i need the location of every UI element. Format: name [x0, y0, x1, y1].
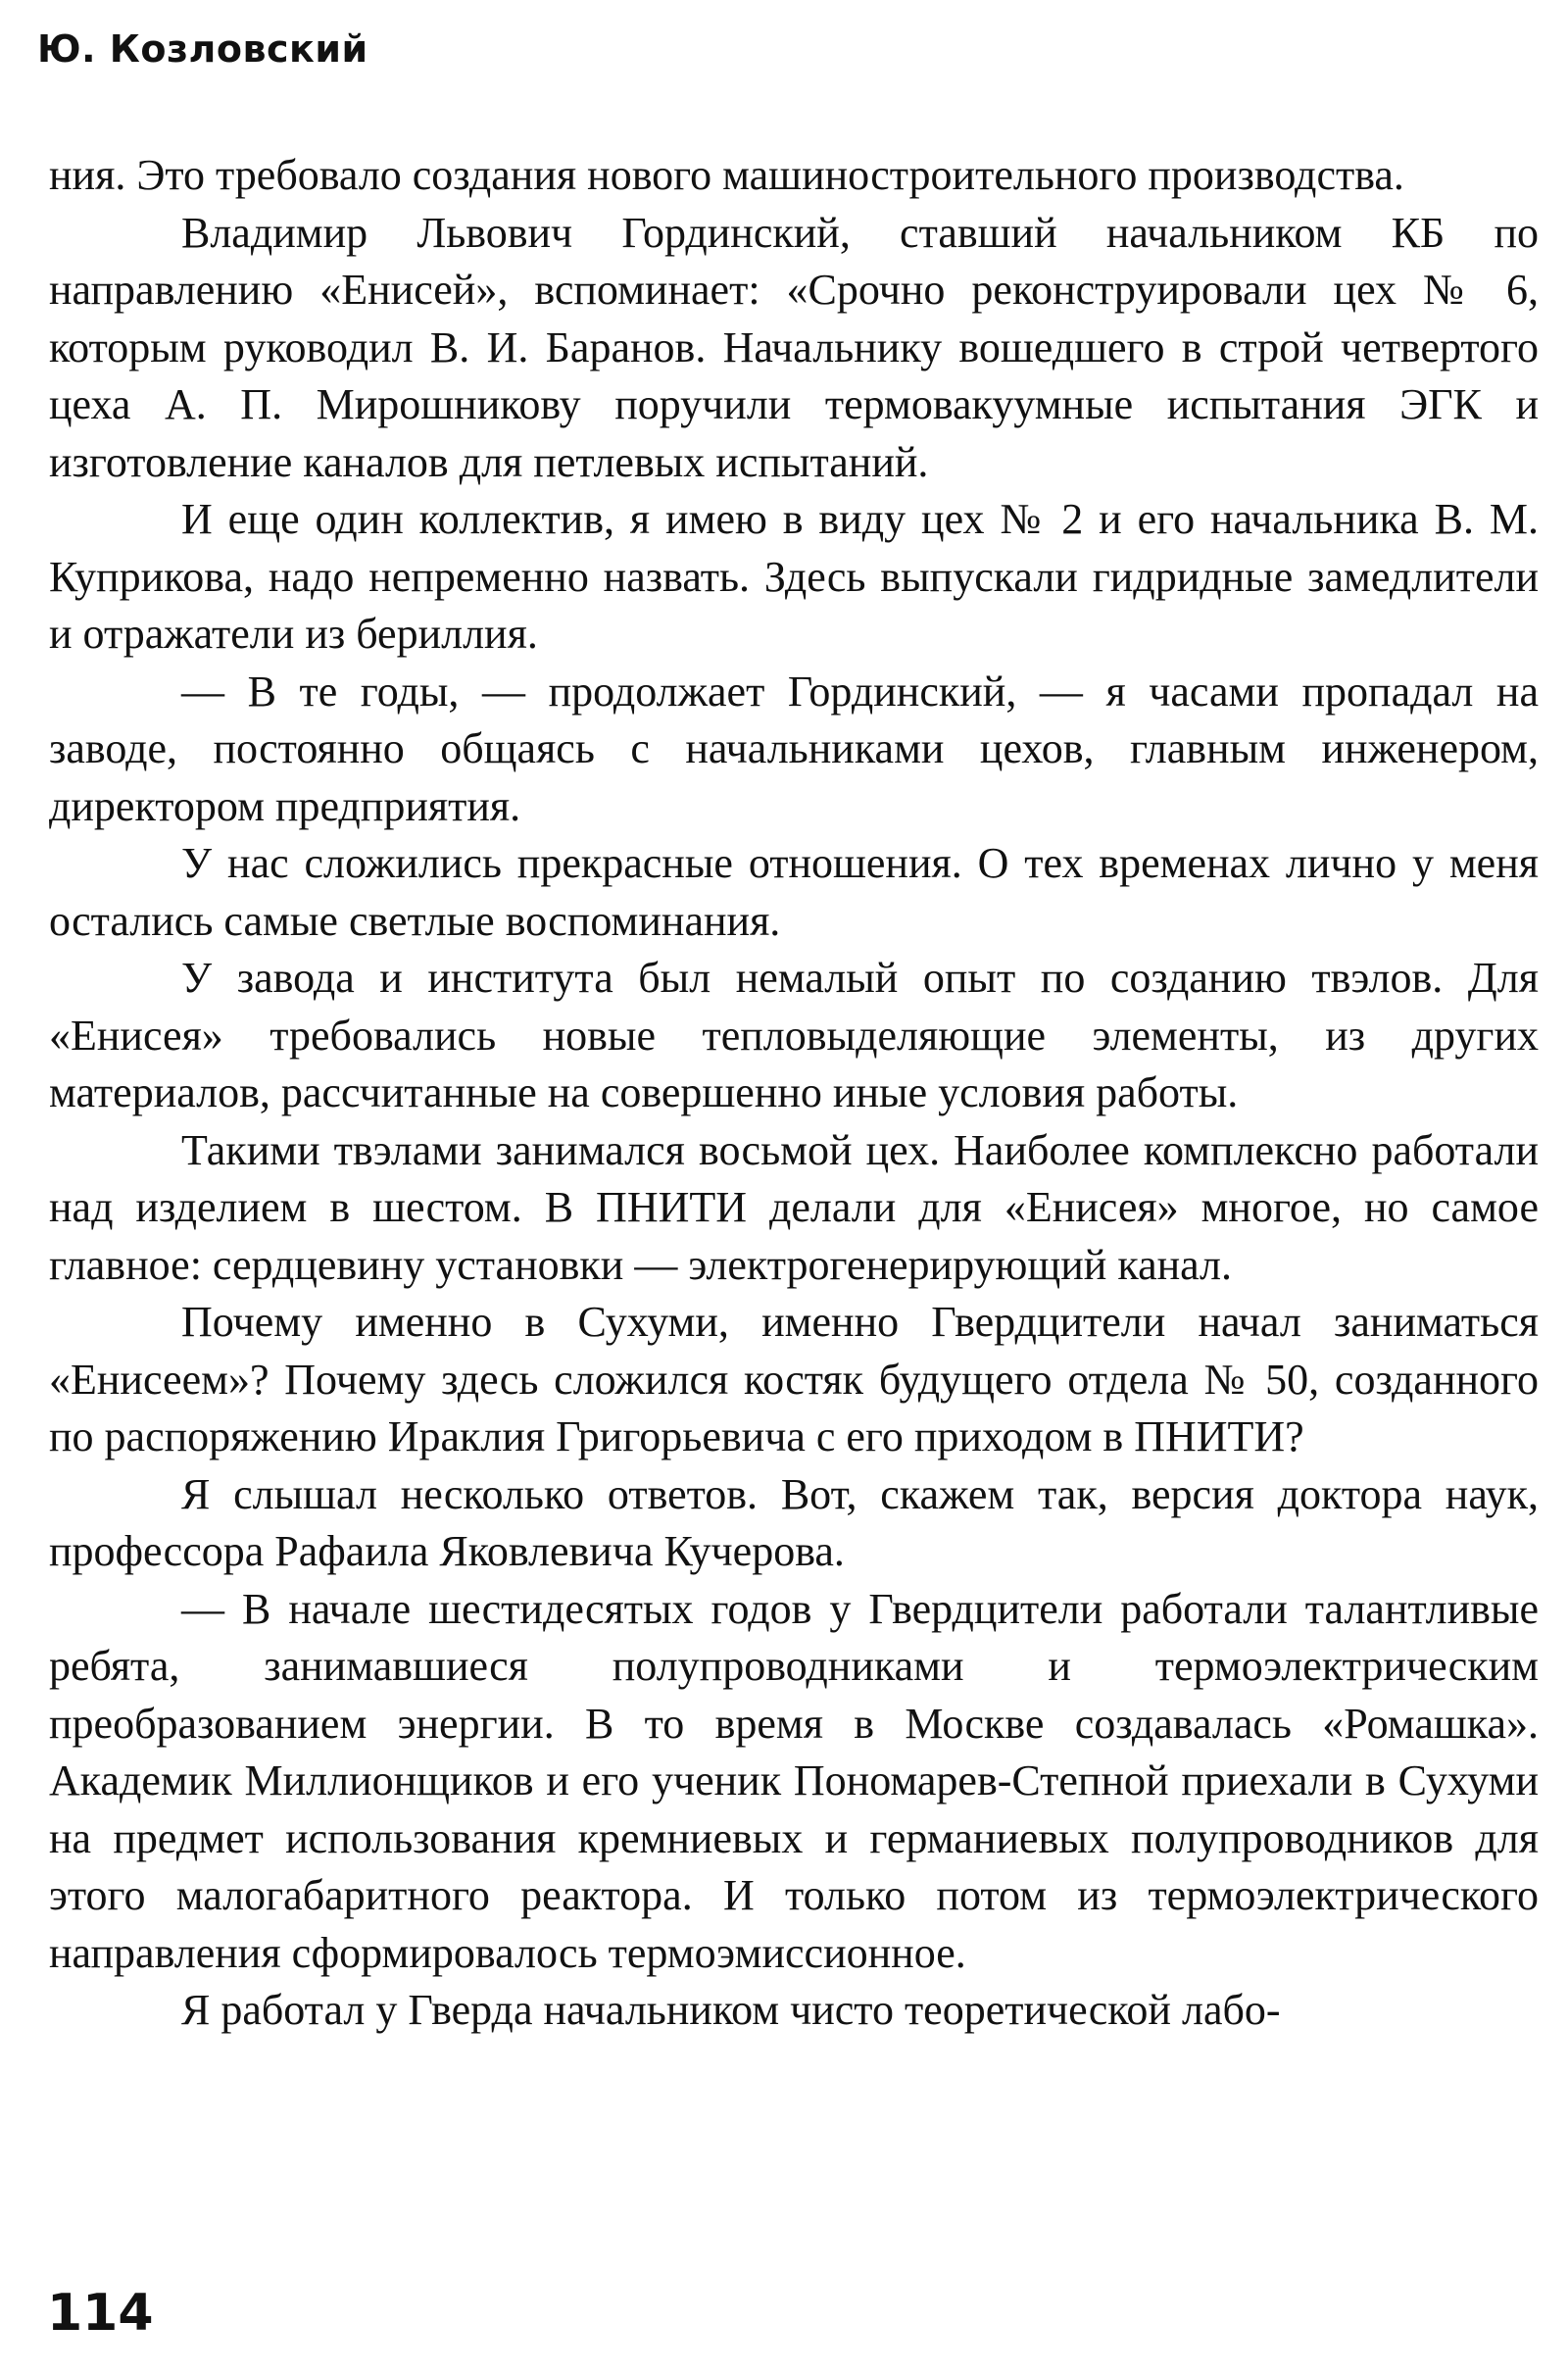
- paragraph: И еще один коллектив, я имею в виду цех № 2 и его начальника В. М. Куприкова, надо непременно назвать. Здесь выпускали гидридные замедлители и отражатели из бериллия.: [49, 495, 1539, 658]
- paragraph: Владимир Львович Гординский, ставший начальником КБ по направлению «Енисей», вспоминает: «Срочно реконструировали цех № 6, которым руководил В. И. Баранов. Начальнику вошедшего в строй четвертого цеха А. П. Мирошникову поручили термовакуумные испытания ЭГК и изготовление каналов для петлевых испытаний.: [49, 208, 1539, 486]
- paragraph: Почему именно в Сухуми, именно Гвердцители начал заниматься «Енисеем»? Почему здесь сложился костяк будущего отдела № 50, созданного по распоряжению Ираклия Григорьевича с его приходом в ПНИТИ?: [49, 1298, 1539, 1460]
- text-body: [49, 147, 1539, 2040]
- paragraph: У нас сложились прекрасные отношения. О тех временах лично у меня остались самые светлые воспоминания.: [49, 839, 1539, 945]
- paragraph: Такими твэлами занимался восьмой цех. Наиболее комплексно работали над изделием в шестом. В ПНИТИ делали для «Енисея» многое, но самое главное: сердцевину установки — электрогенерирующий канал.: [49, 1125, 1539, 1289]
- paragraph: ния. Это требовало создания нового машиностроительного производства.: [49, 151, 1404, 199]
- paragraph: У завода и института был немалый опыт по созданию твэлов. Для «Енисея» требовались новые тепловыделяющие элементы, из других материалов, рассчитанные на совершенно иные условия работы.: [49, 954, 1539, 1116]
- paragraph: — В начале шестидесятых годов у Гвердцители работали талантливые ребята, занимавшиеся полупроводниками и термоэлектрическим преобразованием энергии. В то время в Москве создавалась «Ромашка». Академик Миллионщиков и его ученик Пономарев-Степной приехали в Сухуми на предмет использования кремниевых и германиевых полупроводников для этого малогабаритного реактора. И только потом из термоэлектрического направления сформировалось термоэмиссионное.: [49, 1584, 1539, 1977]
- paragraph: Я слышал несколько ответов. Вот, скажем так, версия доктора наук, профессора Рафаила Яковлевича Кучерова.: [49, 1469, 1539, 1575]
- paragraph: — В те годы, — продолжает Гординский, — я часами пропадал на заводе, постоянно общаясь с начальниками цехов, главным инженером, директором предприятия.: [49, 667, 1539, 830]
- page-number: 114: [47, 2284, 154, 2343]
- running-head: Ю. Козловский: [37, 27, 368, 71]
- paragraph: Я работал у Гверда начальником чисто теоретической лабо-: [181, 1986, 1281, 2034]
